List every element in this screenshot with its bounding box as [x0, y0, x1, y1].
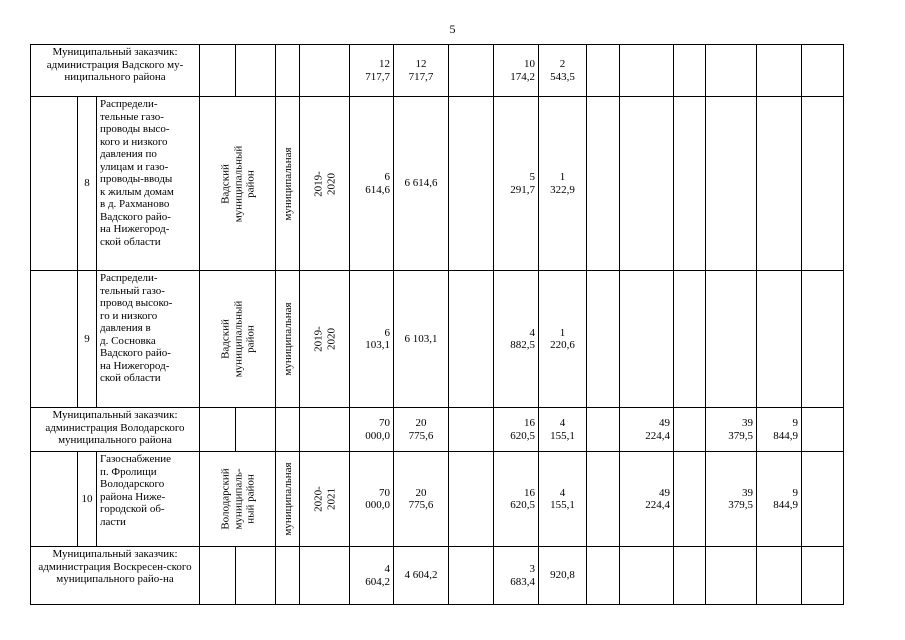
- item-number-text: 8: [84, 177, 90, 190]
- value-cell-6: [587, 452, 620, 547]
- value-cell-2-text: 12 717,7: [408, 58, 434, 83]
- value-cell-6: [587, 547, 620, 605]
- customer-name-text: Муниципальный заказчик: администрация Вадского му-ниципального района: [46, 46, 184, 83]
- value-cell-5: [539, 45, 587, 97]
- item-row: [31, 452, 893, 547]
- value-cell-3: [449, 547, 494, 605]
- value-cell-5: [539, 547, 587, 605]
- value-cell-6: [587, 45, 620, 97]
- implementation-period: [300, 97, 350, 271]
- value-cell-1-text: 70 000,0: [365, 486, 390, 511]
- customer-row: [31, 45, 893, 97]
- value-cell-3: [449, 271, 494, 408]
- value-cell-7: [620, 271, 674, 408]
- value-cell-3: [449, 45, 494, 97]
- item-row: [31, 271, 893, 408]
- value-cell-6: [587, 408, 620, 452]
- implementation-period-text: 2019-2020: [312, 170, 337, 197]
- value-cell-11: [802, 452, 844, 547]
- value-cell-1-text: 12 717,7: [365, 58, 390, 83]
- implementation-period-text: 2019-2020: [312, 326, 337, 352]
- value-cell-9: [706, 97, 757, 271]
- value-cell-7: [620, 547, 674, 605]
- value-cell-11: [802, 547, 844, 605]
- value-cell-1-text: 4 604,2: [365, 563, 390, 588]
- value-cell-9: [706, 452, 757, 547]
- object-name-text: Распредели- тельные газо- проводы высо- кого и низкого давления по улицам и газо- проводы-вводы к жилым домам в д. Рахманово Вадского райо- на Нижегород- ской области: [100, 98, 174, 248]
- value-cell-7: [620, 408, 674, 452]
- district-cell: [200, 408, 236, 452]
- object-name: [97, 452, 200, 547]
- spacer-cell: [300, 408, 350, 452]
- value-cell-7: [620, 452, 674, 547]
- value-cell-10: [757, 547, 802, 605]
- program-table: [30, 44, 893, 605]
- value-cell-7: [620, 97, 674, 271]
- value-cell-11: [802, 408, 844, 452]
- value-cell-2: [394, 45, 449, 97]
- value-cell-2-text: 20 775,6: [408, 486, 434, 511]
- value-cell-4: [494, 547, 539, 605]
- value-cell-8: [674, 97, 706, 271]
- district-name-text: Володарский муниципаль- ный район: [218, 468, 256, 530]
- object-name-text: Газоснабжение п. Фролищи Володарского района Ниже- городской об- ласти: [100, 453, 171, 528]
- value-cell-8: [674, 452, 706, 547]
- value-cell-7-text: 49 224,4: [645, 486, 670, 511]
- ownership-cell: [236, 547, 276, 605]
- implementation-period-text: 2020-2021: [312, 486, 337, 512]
- value-cell-11: [802, 97, 844, 271]
- object-name: [97, 271, 200, 408]
- value-cell-1: [350, 452, 394, 547]
- value-cell-5-text: 2 543,5: [550, 58, 575, 83]
- customer-row: [31, 547, 893, 605]
- ownership-cell: [236, 408, 276, 452]
- value-cell-10: [757, 452, 802, 547]
- spacer-cell: [300, 547, 350, 605]
- value-cell-4-text: 10 174,2: [510, 58, 535, 83]
- ownership-type-text: муниципальная: [281, 462, 294, 536]
- value-cell-9: [706, 45, 757, 97]
- value-cell-1-text: 70 000,0: [365, 417, 390, 442]
- item-number: [78, 452, 97, 547]
- item-number: [78, 271, 97, 408]
- value-cell-5-text: 4 155,1: [550, 486, 575, 511]
- value-cell-6: [587, 97, 620, 271]
- value-cell-3: [449, 452, 494, 547]
- ownership-type: [276, 271, 300, 408]
- object-name-text: Распредели- тельный газо- провод высоко- го и низкого давления в д. Сосновка Вадского райо- на Нижегород- ской области: [100, 272, 173, 384]
- value-cell-10-text: 9 844,9: [773, 417, 798, 442]
- value-cell-1-text: 6 103,1: [365, 326, 390, 351]
- value-cell-1: [350, 97, 394, 271]
- district-name-text: Вадский муниципальный район: [218, 300, 256, 378]
- ownership-type: [276, 452, 300, 547]
- customer-name: [31, 547, 200, 605]
- value-cell-5: [539, 408, 587, 452]
- value-cell-9-text: 39 379,5: [728, 417, 753, 442]
- value-cell-8: [674, 408, 706, 452]
- blank-cell: [31, 452, 78, 547]
- item-row: [31, 97, 893, 271]
- value-cell-5-text: 1 322,9: [550, 171, 575, 196]
- value-cell-1: [350, 271, 394, 408]
- value-cell-2-text: 20 775,6: [408, 417, 434, 442]
- ownership-cell: [236, 45, 276, 97]
- value-cell-1: [350, 408, 394, 452]
- value-cell-3: [449, 408, 494, 452]
- ownership-type-text: муниципальная: [281, 302, 294, 376]
- value-cell-2: [394, 408, 449, 452]
- customer-name-text: Муниципальный заказчик: администрация Володарского муниципального района: [45, 409, 185, 446]
- spacer-cell: [300, 45, 350, 97]
- district-cell: [200, 547, 236, 605]
- value-cell-4: [494, 97, 539, 271]
- value-cell-10: [757, 408, 802, 452]
- value-cell-4: [494, 408, 539, 452]
- value-cell-8: [674, 547, 706, 605]
- value-cell-7: [620, 45, 674, 97]
- value-cell-11: [802, 271, 844, 408]
- district-name: [200, 452, 276, 547]
- district-name-text: Вадский муниципальный район: [218, 145, 256, 222]
- value-cell-9: [706, 547, 757, 605]
- value-cell-11: [802, 45, 844, 97]
- value-cell-2: [394, 97, 449, 271]
- value-cell-3: [449, 97, 494, 271]
- period-cell: [276, 408, 300, 452]
- customer-row: [31, 408, 893, 452]
- page-number: 5: [449, 22, 456, 36]
- value-cell-1: [350, 45, 394, 97]
- value-cell-1-text: 6 614,6: [365, 171, 390, 196]
- value-cell-9-text: 39 379,5: [728, 486, 753, 511]
- blank-cell: [31, 97, 78, 271]
- value-cell-5-text: 1 220,6: [550, 326, 575, 351]
- district-name: [200, 271, 276, 408]
- customer-name: [31, 45, 200, 97]
- value-cell-5: [539, 271, 587, 408]
- district-cell: [200, 45, 236, 97]
- value-cell-10: [757, 45, 802, 97]
- value-cell-4: [494, 452, 539, 547]
- value-cell-4-text: 5 291,7: [510, 171, 535, 196]
- value-cell-2: [394, 271, 449, 408]
- implementation-period: [300, 452, 350, 547]
- customer-name-text: Муниципальный заказчик: администрация Воскресен-ского муниципального райо-на: [38, 548, 192, 585]
- value-cell-5-text: 4 155,1: [550, 417, 575, 442]
- table-body: [31, 45, 893, 605]
- period-cell: [276, 45, 300, 97]
- value-cell-6: [587, 271, 620, 408]
- value-cell-4-text: 4 882,5: [510, 326, 535, 351]
- value-cell-5: [539, 97, 587, 271]
- value-cell-2-text: 6 614,6: [404, 177, 438, 190]
- item-number-text: 10: [81, 492, 93, 505]
- value-cell-9: [706, 271, 757, 408]
- value-cell-4: [494, 45, 539, 97]
- value-cell-2-text: 4 604,2: [404, 569, 438, 582]
- value-cell-4-text: 16 620,5: [510, 417, 535, 442]
- implementation-period: [300, 271, 350, 408]
- value-cell-7-text: 49 224,4: [645, 417, 670, 442]
- value-cell-10-text: 9 844,9: [773, 486, 798, 511]
- value-cell-4: [494, 271, 539, 408]
- value-cell-10: [757, 271, 802, 408]
- period-cell: [276, 547, 300, 605]
- value-cell-5-text: 920,8: [550, 569, 575, 582]
- value-cell-1: [350, 547, 394, 605]
- ownership-type: [276, 97, 300, 271]
- value-cell-2: [394, 547, 449, 605]
- blank-cell: [31, 271, 78, 408]
- value-cell-2-text: 6 103,1: [404, 332, 438, 345]
- value-cell-9: [706, 408, 757, 452]
- value-cell-4-text: 16 620,5: [510, 486, 535, 511]
- customer-name: [31, 408, 200, 452]
- item-number-text: 9: [84, 332, 90, 345]
- item-number: [78, 97, 97, 271]
- ownership-type-text: муниципальная: [281, 146, 294, 221]
- district-name: [200, 97, 276, 271]
- value-cell-10: [757, 97, 802, 271]
- value-cell-8: [674, 45, 706, 97]
- object-name: [97, 97, 200, 271]
- value-cell-5: [539, 452, 587, 547]
- value-cell-8: [674, 271, 706, 408]
- value-cell-2: [394, 452, 449, 547]
- value-cell-4-text: 3 683,4: [510, 563, 535, 588]
